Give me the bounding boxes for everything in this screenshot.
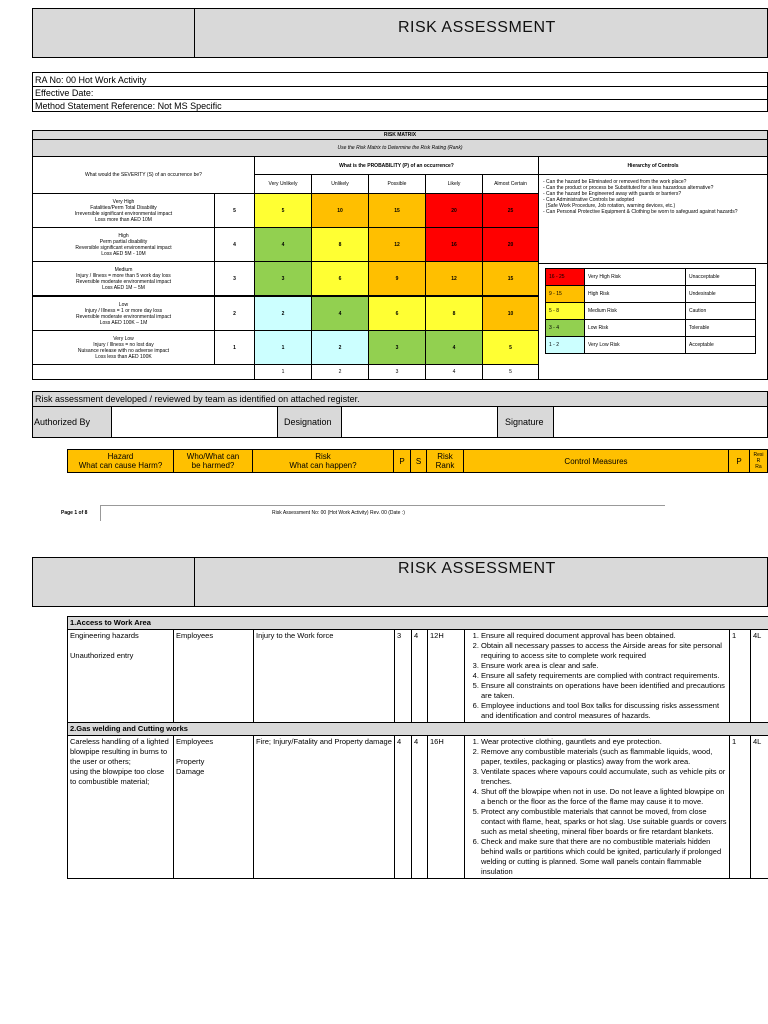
col-s: S	[410, 449, 427, 473]
matrix-cell: 3	[254, 261, 312, 296]
matrix-cell: 4	[425, 330, 483, 365]
hierarchy-item: - Can Personal Protective Equipment & Clothing be worn to safeguard against hazards?	[543, 209, 738, 215]
col-who: Who/What can be harmed?	[173, 449, 253, 473]
hierarchy-title: Hierarchy of Controls	[538, 156, 768, 175]
legend-range: 5 - 8	[545, 302, 585, 320]
p2-cell: 1	[730, 736, 751, 879]
p-number: 2	[311, 364, 369, 380]
severity-label: Very Low Injury / Illness = no lost day Nuisance release with no adverse impact Loss less than AED 100K	[32, 330, 215, 365]
legend-level: Medium Risk	[584, 302, 686, 320]
legend-level: Very High Risk	[584, 268, 686, 286]
control-item: 2. Obtain all necessary passes to access the Airside areas for site personal requiring to access site to complete work required	[481, 641, 727, 661]
legend-range: 1 - 2	[545, 336, 585, 354]
section-heading: 1.Access to Work Area	[68, 617, 768, 630]
residual-cell: 4L	[751, 630, 768, 723]
matrix-cell: 16	[425, 227, 483, 262]
matrix-cell: 15	[368, 193, 426, 228]
method-statement: Method Statement Reference: Not MS Specific	[35, 101, 222, 111]
matrix-cell: 12	[368, 227, 426, 262]
page-title: RISK ASSESSMENT	[398, 19, 556, 36]
header-logo-box	[32, 8, 195, 58]
risk-cell: Fire; Injury/Fatality and Property damage	[254, 736, 395, 879]
control-item: 3. Ventilate spaces where vapours could accumulate, such as vehicle pits or trenches.	[481, 767, 727, 787]
matrix-cell: 1	[254, 330, 312, 365]
matrix-cell: 5	[254, 193, 312, 228]
control-item: 1. Ensure all required document approval has been obtained.	[481, 631, 727, 641]
hierarchy-item: - Can the hazard be Eliminated or removed from the work place?	[543, 179, 687, 185]
p-number: 4	[425, 364, 483, 380]
severity-label: High Perm partial disability Reversible significant environmental impact Loss AED 5M - 10M	[32, 227, 215, 262]
ra-info-box	[32, 72, 768, 112]
matrix-cell: 9	[368, 261, 426, 296]
risk-table	[67, 616, 768, 879]
table-row	[68, 630, 768, 723]
legend-accept: Caution	[685, 302, 756, 320]
matrix-cell: 10	[311, 193, 369, 228]
prob-label: Unlikely	[311, 174, 369, 194]
legend-range: 3 - 4	[545, 319, 585, 337]
matrix-cell: 6	[311, 261, 369, 296]
legend-level: High Risk	[584, 285, 686, 303]
severity-number: 5	[214, 193, 255, 228]
matrix-cell: 12	[425, 261, 483, 296]
p-cell: 4	[395, 736, 412, 879]
control-item: 6. Employee inductions and tool Box talks for discussing risks assessment and identification and control measures of hazards.	[481, 701, 727, 721]
designation-field[interactable]	[341, 406, 498, 438]
matrix-cell: 20	[425, 193, 483, 228]
col-hazard: Hazard What can cause Harm?	[67, 449, 174, 473]
matrix-cell: 8	[425, 296, 483, 331]
control-item: 6. Check and make sure that there are no combustible materials hidden behind walls or partitions which could be ignited, particularly if prolonged welding or cutting is planned. Some wall panels contain flammable insulation	[481, 837, 727, 877]
risk-cell: Injury to the Work force	[254, 630, 395, 723]
matrix-cell: 4	[311, 296, 369, 331]
legend-range: 16 - 25	[545, 268, 585, 286]
hierarchy-item: (Safe Work Procedure, Job rotation, warning devices, etc.)	[543, 203, 676, 209]
matrix-cell: 3	[368, 330, 426, 365]
table-row	[68, 736, 768, 879]
matrix-cell: 5	[482, 330, 539, 365]
matrix-subtitle: Use the Risk Matrix to Determine the Risk Rating (Rank)	[32, 139, 768, 157]
authorized-by-label: Authorized By	[34, 417, 91, 427]
matrix-cell: 20	[482, 227, 539, 262]
matrix-cell: 10	[482, 296, 539, 331]
matrix-cell: 25	[482, 193, 539, 228]
hierarchy-item: - Can the hazard be Engineered away with guards or barriers?	[543, 191, 682, 197]
matrix-cell: 2	[254, 296, 312, 331]
page-number: Page 1 of 8	[61, 510, 88, 516]
legend-accept: Acceptable	[685, 336, 756, 354]
legend-accept: Unacceptable	[685, 268, 756, 286]
col-residual: Resi R Ra	[749, 449, 768, 473]
signature-field[interactable]	[553, 406, 768, 438]
p-number: 3	[368, 364, 426, 380]
legend-range: 9 - 15	[545, 285, 585, 303]
p2-cell: 1	[730, 630, 751, 723]
s-cell: 4	[412, 736, 428, 879]
severity-label: Medium Injury / Illness = more than 5 work day loss Reversible moderate environmental impact Loss AED 1M – 5M	[32, 261, 215, 296]
rank-cell: 16H	[428, 736, 465, 879]
severity-label: Low Injury / Illness = 1 or more day loss Reversible moderate environmental impact Loss AED 100K – 1M	[32, 296, 215, 331]
footer	[100, 505, 665, 506]
matrix-cell: 8	[311, 227, 369, 262]
section-row	[68, 723, 768, 736]
col-p2: P	[728, 449, 750, 473]
p-number: 1	[254, 364, 312, 380]
header2-logo-box	[32, 557, 195, 607]
hierarchy-item: - Can the product or process be Substituted for a less hazardous alternative?	[543, 185, 714, 191]
who-cell: Employees Property Damage	[174, 736, 254, 879]
matrix-cell: 15	[482, 261, 539, 296]
prob-label: Likely	[425, 174, 483, 194]
section-row	[68, 617, 768, 630]
control-item: 2. Remove any combustible materials (such as flammable liquids, wood, paper, textiles, packaging or plastics) away from the work area.	[481, 747, 727, 767]
prob-label: Very Unlikely	[254, 174, 312, 194]
s-cell: 4	[412, 630, 428, 723]
probability-question: What is the PROBABILITY (P) of an occurrence?	[254, 156, 539, 175]
severity-number: 4	[214, 227, 255, 262]
prob-label: Possible	[368, 174, 426, 194]
matrix-title: RISK MATRIX	[32, 130, 768, 140]
severity-number: 2	[214, 296, 255, 331]
col-controls: Control Measures	[463, 449, 729, 473]
p-cell: 3	[395, 630, 412, 723]
p-number: 5	[482, 364, 539, 380]
legend-accept: Undesirable	[685, 285, 756, 303]
controls-cell	[465, 630, 730, 723]
severity-question: What would the SEVERITY (S) of an occurrence be?	[32, 156, 255, 194]
severity-number: 3	[214, 261, 255, 296]
col-rank: Risk Rank	[426, 449, 464, 473]
col-p: P	[393, 449, 411, 473]
legend-level: Very Low Risk	[584, 336, 686, 354]
controls-cell	[465, 736, 730, 879]
control-item: 1. Wear protective clothing, gauntlets and eye protection.	[481, 737, 727, 747]
hazard-cell: Careless handling of a lighted blowpipe resulting in burns to the user or others; using the blowpipe too close to combustible material;	[68, 736, 174, 879]
severity-label: Very High Fatalities/Perm Total Disability Irreversible significant environmental impact Loss more than AED 10M	[32, 193, 215, 228]
control-item: 4. Shut off the blowpipe when not in use. Do not leave a lighted blowpipe on a bench or the floor as the force of the flame may cause it to move.	[481, 787, 727, 807]
legend-accept: Tolerable	[685, 319, 756, 337]
matrix-cell: 6	[368, 296, 426, 331]
severity-number: 1	[214, 330, 255, 365]
effective-date: Effective Date:	[35, 88, 94, 98]
control-item: 4. Ensure all safety requirements are complied with contract requirements.	[481, 671, 727, 681]
page2-title: RISK ASSESSMENT	[398, 560, 556, 577]
ra-number: RA No: 00 Hot Work Activity	[35, 75, 147, 85]
prob-label: Almost Certain	[482, 174, 539, 194]
who-cell: Employees	[174, 630, 254, 723]
control-item: 3. Ensure work area is clear and safe.	[481, 661, 727, 671]
review-note: Risk assessment developed / reviewed by team as identified on attached register.	[32, 391, 768, 407]
rank-cell: 12H	[428, 630, 465, 723]
footer-reference: Risk Assessment No: 00 (Hot Work Activity) Rev. 00 (Date :)	[272, 510, 405, 516]
legend-level: Low Risk	[584, 319, 686, 337]
signature-label: Signature	[505, 417, 544, 427]
matrix-cell: 4	[254, 227, 312, 262]
hierarchy-item: - Can Administrative Controls be adopted	[543, 197, 635, 203]
col-risk: Risk What can happen?	[252, 449, 394, 473]
designation-label: Designation	[284, 417, 332, 427]
authorized-by-field[interactable]	[111, 406, 278, 438]
hazard-cell: Engineering hazards Unauthorized entry	[68, 630, 174, 723]
header-title-box	[194, 8, 768, 58]
residual-cell: 4L	[751, 736, 768, 879]
header2-title-box	[194, 557, 768, 607]
control-item: 5. Protect any combustible materials that cannot be moved, from close contact with flame, heat, sparks or hot slag. Use suitable guards or covers such as metal sheeting, mineral fiber boards or fire retardant blankets.	[481, 807, 727, 837]
section-heading: 2.Gas welding and Cutting works	[68, 723, 768, 736]
hierarchy-list	[538, 174, 768, 264]
matrix-cell: 2	[311, 330, 369, 365]
control-item: 5. Ensure all constraints on operations have been identified and precautions are taken.	[481, 681, 727, 701]
